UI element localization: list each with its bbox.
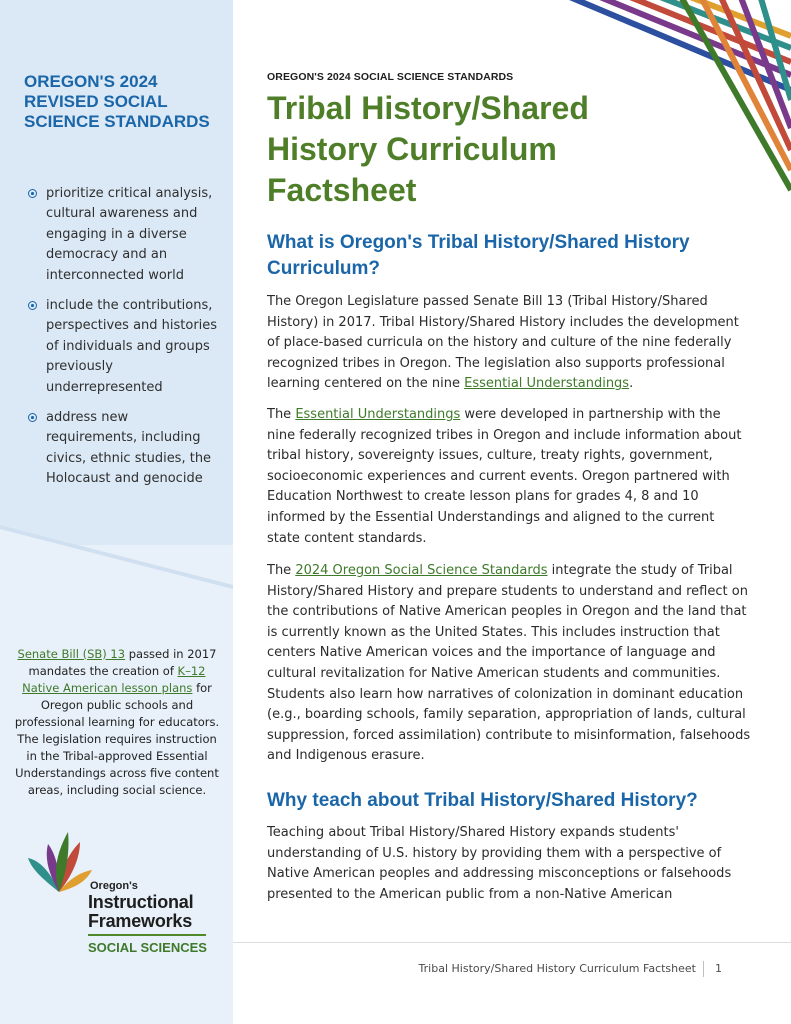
paragraph-2-text: were developed in partnership with the nine federally recognized tribes in Oregon and include information about tribal history, sovereignty issues, culture, treaty rights, government, socioeconomic experiences and current events. Oregon partnered with Education Northwest to create lesson plans for grades 4, 8 and 10 informed by the Essential Understandings and aligned to the current state content standards.: [267, 407, 742, 546]
circle-bullet-icon: [28, 301, 37, 310]
paragraph-4: Teaching about Tribal History/Shared History expands students' understanding of U.S. history by providing them with a perspective of Native American peoples and addressing misconceptions or falsehoods presented to the American public from a non-Native American: [267, 825, 732, 902]
note-text-1: passed in 2017 mandates the creation of: [28, 646, 217, 678]
paragraph-3-text: integrate the study of Tribal History/Shared History and prepare students to understand and reflect on the contributions of Native American peoples in Oregon and the land that is currently known as the United States. This includes instruction that centers Native American voices and the importance of language and cultural revitalization for Native American students and communities. Students also learn how narratives of colonization in dominant education (e.g., boarding schools, family separation, appropriation of lands, cultural suppression, forced assimilation) contribute to misinformation, falsehoods and Indigenous erasure.: [267, 563, 751, 764]
list-item: [28, 184, 218, 286]
bullet-text: include the contributions, perspectives and histories of individuals and groups previously underrepresented: [46, 298, 218, 395]
feather-logo-icon: [24, 830, 94, 900]
logo-oregons: Oregon's: [90, 880, 138, 892]
essential-understandings-link-2[interactable]: Essential Understandings: [295, 407, 461, 422]
bullet-text: address new requirements, including civics, ethnic studies, the Holocaust and genocide: [46, 410, 212, 487]
essential-understandings-link[interactable]: Essential Understandings: [464, 376, 630, 392]
standards-link[interactable]: 2024 Oregon Social Science Standards: [295, 563, 548, 578]
section-heading-why: Why teach about Tribal History/Shared History?: [267, 790, 698, 811]
logo-divider: [88, 934, 206, 936]
page-number: 1: [715, 962, 722, 975]
eyebrow-label: OREGON'S 2024 SOCIAL SCIENCE STANDARDS: [267, 71, 514, 83]
bullet-text: prioritize critical analysis, cultural awareness and engaging in a diverse democracy and an interconnected world: [46, 186, 213, 283]
footer-divider: [233, 942, 791, 943]
footer-separator: [703, 961, 704, 977]
sidebar: [0, 0, 233, 1024]
sidebar-bullet-list: [28, 184, 218, 500]
sidebar-title: OREGON'S 2024 REVISED SOCIAL SCIENCE STANDARDS: [24, 72, 210, 131]
list-item: [28, 296, 218, 398]
sidebar-note: [14, 646, 220, 799]
footer-title: Tribal History/Shared History Curriculum Factsheet: [418, 962, 696, 975]
paragraph-1-text: The Oregon Legislature passed Senate Bill 13 (Tribal History/Shared History) in 2017. Tribal History/Shared History includes the development of place-based curricula on the history and culture of the nine federally recognized tribes in Oregon. The legislation also supports professional learning centered on the nine: [267, 294, 739, 392]
paragraph-3: [267, 561, 751, 767]
circle-bullet-icon: [28, 413, 37, 422]
paragraph-2: [267, 405, 751, 549]
logo-social-sciences: SOCIAL SCIENCES: [88, 940, 207, 955]
page-title: Tribal History/Shared History Curriculum Factsheet: [267, 90, 589, 208]
list-item: [28, 408, 218, 490]
paragraph-3-pre: The: [267, 563, 296, 578]
section-heading-what: What is Oregon's Tribal History/Shared History Curriculum?: [267, 232, 690, 279]
circle-bullet-icon: [28, 189, 37, 198]
paragraph-1: [267, 292, 751, 395]
paragraph-1-end: .: [629, 376, 634, 392]
instructional-frameworks-logo: [24, 830, 214, 980]
note-text-2: for Oregon public schools and professional learning for educators. The legislation requires instruction in the Tribal-approved Essential Understandings across five content areas, including social science.: [14, 680, 220, 797]
sidebar-diagonal-shape: [0, 525, 233, 635]
senate-bill-link[interactable]: Senate Bill (SB) 13: [17, 646, 126, 661]
paragraph-2-pre: The: [267, 407, 296, 422]
logo-instructional-frameworks: Instructional Frameworks: [88, 892, 194, 931]
lesson-plans-link[interactable]: K–12 Native American lesson plans: [22, 663, 206, 695]
